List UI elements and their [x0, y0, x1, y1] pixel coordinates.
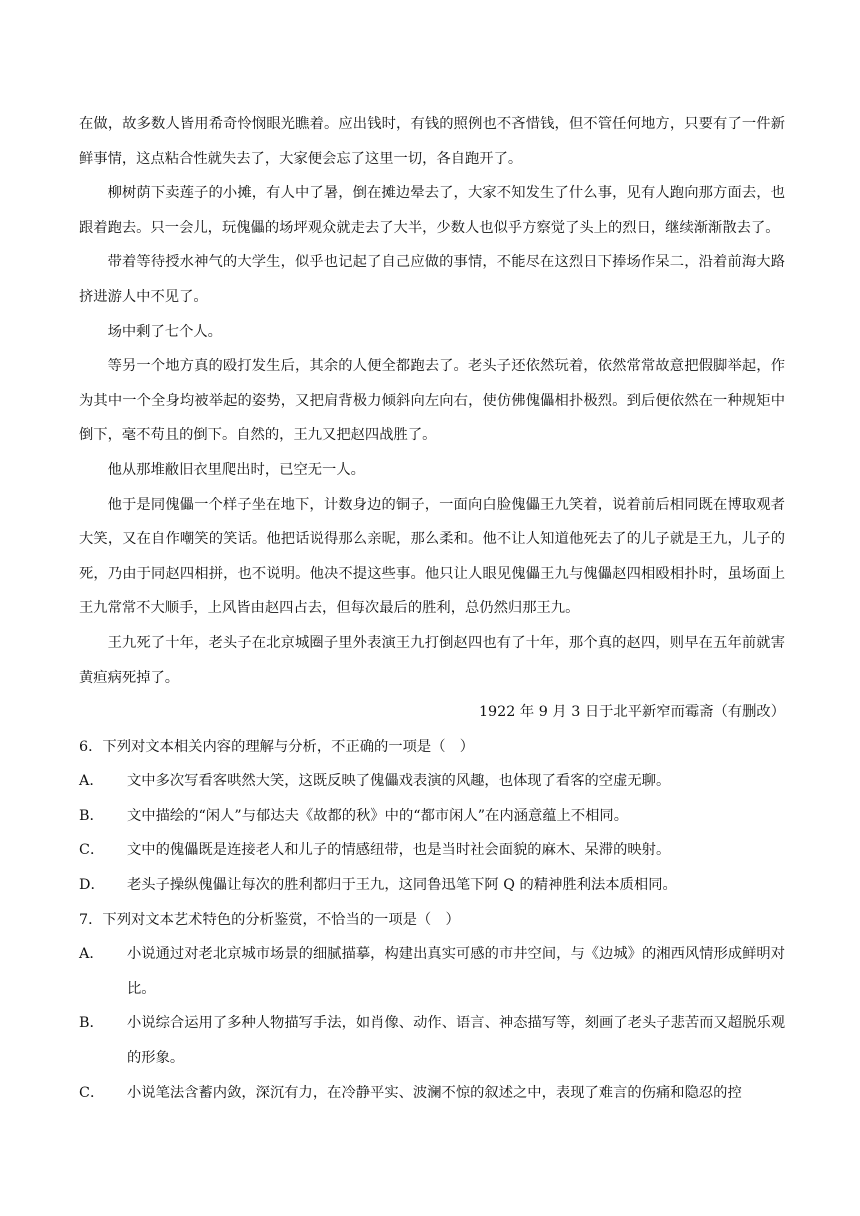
option-text: 文中描绘的“闲人”与郁达夫《故都的秋》中的“都市闲人”在内涵意蕴上不相同。 — [127, 807, 629, 824]
passage-paragraph: 等另一个地方真的殴打发生后，其余的人便全都跑去了。老头子还依然玩着，依然常常故意把假脚举起，作为其中一个全身均被举起的姿势，又把肩背极力倾斜向左向右，使仿佛傀儡相扑极烈。到后便依然在一种规矩中倒下，毫不苟且的倒下。自然的，王九又把赵四战胜了。 — [79, 358, 785, 444]
question-6 — [79, 730, 785, 903]
option-text: 小说通过对老北京城市场景的细腻描摹，构建出真实可感的市井空间，与《边城》的湘西风情形成鲜明对比。 — [127, 946, 785, 997]
passage-source: 1922 年 9 月 3 日于北平新窄而霉斋（有删改） — [478, 704, 785, 721]
option-d — [79, 868, 785, 903]
option-label: B． — [79, 1015, 104, 1032]
passage-paragraph: 他于是同傀儡一个样子坐在地下，计数身边的铜子，一面向白脸傀儡王九笑着，说着前后相同既在博取观者大笑，又在自作嘲笑的笑话。他把话说得那么亲昵，那么柔和。他不让人知道他死去了的儿子就是王九，儿子的死，乃由于同赵四相拼，也不说明。他决不提这些事。他只让人眼见傀儡王九与傀儡赵四相殴相扑时，虽场面上王九常常不大顺手，上风皆由赵四占去，但每次最后的胜利，总仍然归那王九。 — [79, 496, 785, 617]
option-label: D． — [79, 877, 105, 894]
question-stem: 6．下列对文本相关内容的理解与分析，不正确的一项是（ ） — [79, 738, 475, 755]
option-label: C． — [79, 842, 105, 859]
option-c — [79, 1076, 785, 1111]
option-b — [79, 1006, 785, 1075]
passage-paragraph: 场中剩了七个人。 — [107, 323, 222, 340]
passage-paragraph: 王九死了十年，老头子在北京城圈子里外表演王九打倒赵四也有了十年，那个真的赵四，则早在五年前就害黄疸病死掉了。 — [79, 634, 785, 686]
passage-paragraph: 他从那堆敝旧衣里爬出时，已空无一人。 — [107, 461, 365, 478]
option-text: 小说笔法含蓄内敛，深沉有力，在冷静平实、波澜不惊的叙述之中，表现了难言的伤痛和隐忍的控 — [127, 1084, 742, 1101]
option-c — [79, 833, 785, 868]
passage-paragraph-continued: 在做，故多数人皆用希奇怜悯眼光瞧着。应出钱时，有钱的照例也不吝惜钱，但不管任何地方，只要有了一件新鲜事情，这点粘合性就失去了，大家便会忘了这里一切，各自跑开了。 — [79, 116, 785, 167]
passage-paragraph: 带着等待授水神气的大学生，似乎也记起了自己应做的事情，不能尽在这烈日下捧场作呆二，沿着前海大路挤进游人中不见了。 — [79, 254, 785, 305]
option-text: 小说综合运用了多种人物描写手法，如肖像、动作、语言、神态描写等，刻画了老头子悲苦而又超脱乐观的形象。 — [127, 1015, 785, 1067]
option-label: A． — [79, 773, 104, 790]
option-text: 文中多次写看客哄然大笑，这既反映了傀儡戏表演的风趣，也体现了看客的空虚无聊。 — [127, 773, 671, 790]
option-a — [79, 764, 785, 799]
document-content — [79, 107, 785, 1110]
option-a — [79, 937, 785, 1006]
option-text: 文中的傀儡既是连接老人和儿子的情感纽带，也是当时社会面貌的麻木、呆滞的映射。 — [127, 842, 671, 859]
option-b — [79, 799, 785, 834]
question-7 — [79, 903, 785, 1111]
passage-paragraph: 柳树荫下卖莲子的小摊，有人中了暑，倒在摊边晕去了，大家不知发生了什么事，见有人跑向那方面去，也跟着跑去。只一会儿，玩傀儡的场坪观众就走去了大半，少数人也似乎方察觉了头上的烈日，继续渐渐散去了。 — [79, 185, 785, 236]
option-label: B． — [79, 807, 104, 824]
option-label: C． — [79, 1084, 105, 1101]
option-label: A． — [79, 946, 104, 963]
question-stem: 7．下列对文本艺术特色的分析鉴赏，不恰当的一项是（ ） — [79, 911, 460, 928]
option-text: 老头子操纵傀儡让每次的胜利都归于王九，这同鲁迅笔下阿 Q 的精神胜利法本质相同。 — [127, 877, 677, 894]
